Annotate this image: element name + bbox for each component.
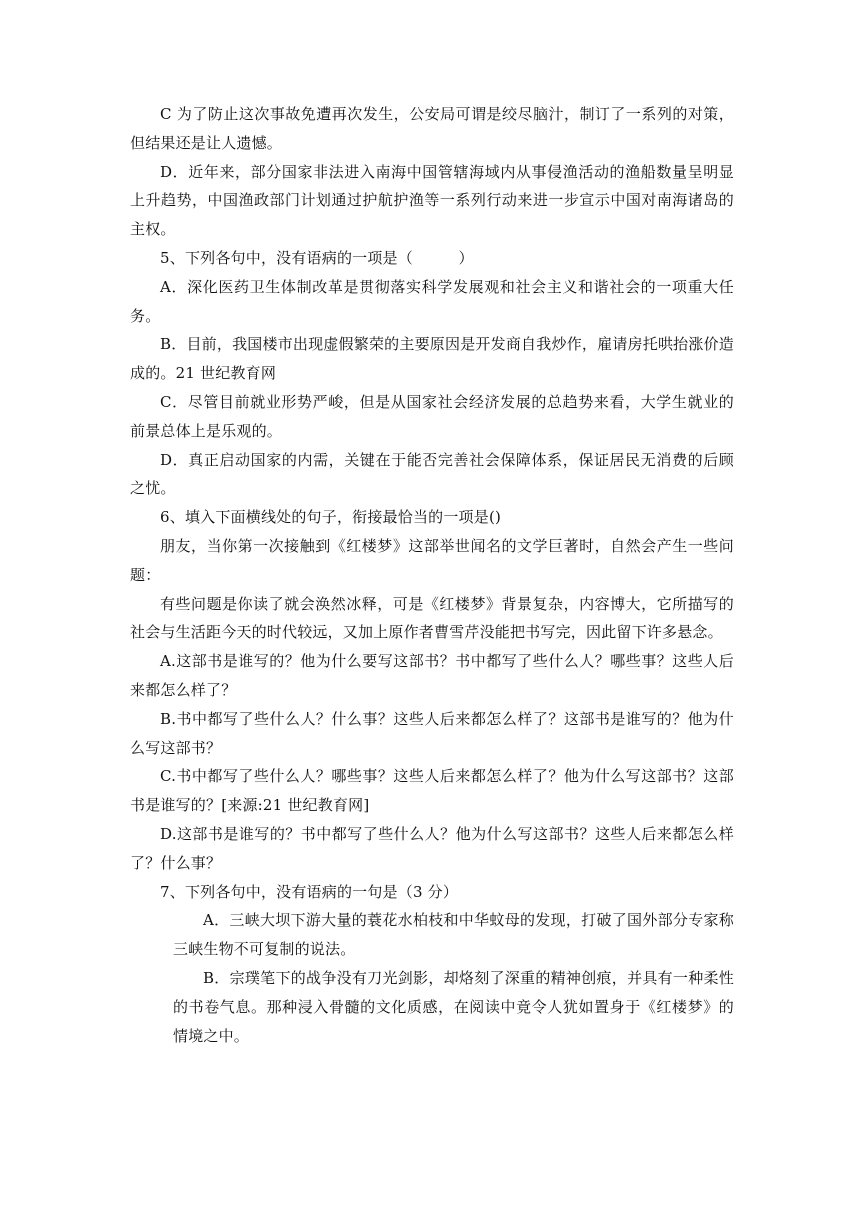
question-6-stem: 6、填入下面横线处的句子，衔接最恰当的一项是()	[160, 508, 502, 527]
option-a-question7: A．三峡大坝下游大量的蓑花水柏枝和中华蚊母的发现，打破了国外部分专家称三峡生物不可复制的说法。	[173, 911, 734, 959]
option-c-question4: C 为了防止这次事故免遭再次发生，公安局可谓是绞尽脑汁，制订了一系列的对策，但结果还是让人遗憾。	[130, 105, 734, 152]
option-a-question5: A．深化医药卫生体制改革是贯彻落实科学发展观和社会主义和谐社会的一项重大任务。	[130, 277, 734, 325]
option-d-question6: D.这部书是谁写的？书中都写了些什么人？他为什么写这部书？这些人后来都怎么样了？什么事？	[130, 824, 734, 872]
option-b-question5: B．目前，我国楼市出现虚假繁荣的主要原因是开发商自我炒作，雇请房托哄抬涨价造成的。21 世纪教育网	[130, 335, 734, 383]
document-body	[130, 100, 734, 1050]
option-d-question4: D．近年来，部分国家非法进入南海中国管辖海域内从事侵渔活动的渔船数量呈明显上升趋势，中国渔政部门计划通过护航护渔等一系列行动来进一步宣示中国对南海诸岛的主权。	[130, 162, 734, 239]
option-d-question5: D．真正启动国家的内需，关键在于能否完善社会保障体系，保证居民无消费的后顾之忧。	[130, 450, 734, 498]
option-c-question6: C.书中都写了些什么人？哪些事？这些人后来都怎么样了？他为什么写这部书？这部书是谁写的？[来源:21 世纪教育网]	[130, 767, 734, 815]
question-7-stem: 7、下列各句中，没有语病的一句是（3 分）	[160, 882, 459, 901]
option-b-question7: B．宗璞笔下的战争没有刀光剑影，却烙刻了深重的精神创痕，并具有一种柔性的书卷气息。那种浸入骨髓的文化质感，在阅读中竟令人犹如置身于《红楼梦》的情境之中。	[173, 968, 734, 1045]
question-6-passage-1: 朋友，当你第一次接触到《红楼梦》这部举世闻名的文学巨著时，自然会产生一些问题：	[130, 536, 734, 584]
option-b-question6: B.书中都写了些什么人？什么事？这些人后来都怎么样了？这部书是谁写的？他为什么写这部书？	[130, 709, 734, 757]
option-c-question5: C．尽管目前就业形势严峻，但是从国家社会经济发展的总趋势来看，大学生就业的前景总体上是乐观的。	[130, 392, 734, 440]
question-5-stem: 5、下列各句中，没有语病的一项是（ ）	[160, 248, 474, 267]
option-a-question6: A.这部书是谁写的？他为什么要写这部书？书中都写了些什么人？哪些事？这些人后来都怎么样了？	[130, 652, 734, 699]
question-6-passage-2: 有些问题是你读了就会涣然冰释，可是《红楼梦》背景复杂，内容博大，它所描写的社会与生活距今天的时代较远，又加上原作者曹雪芹没能把书写完，因此留下许多悬念。	[130, 594, 734, 642]
